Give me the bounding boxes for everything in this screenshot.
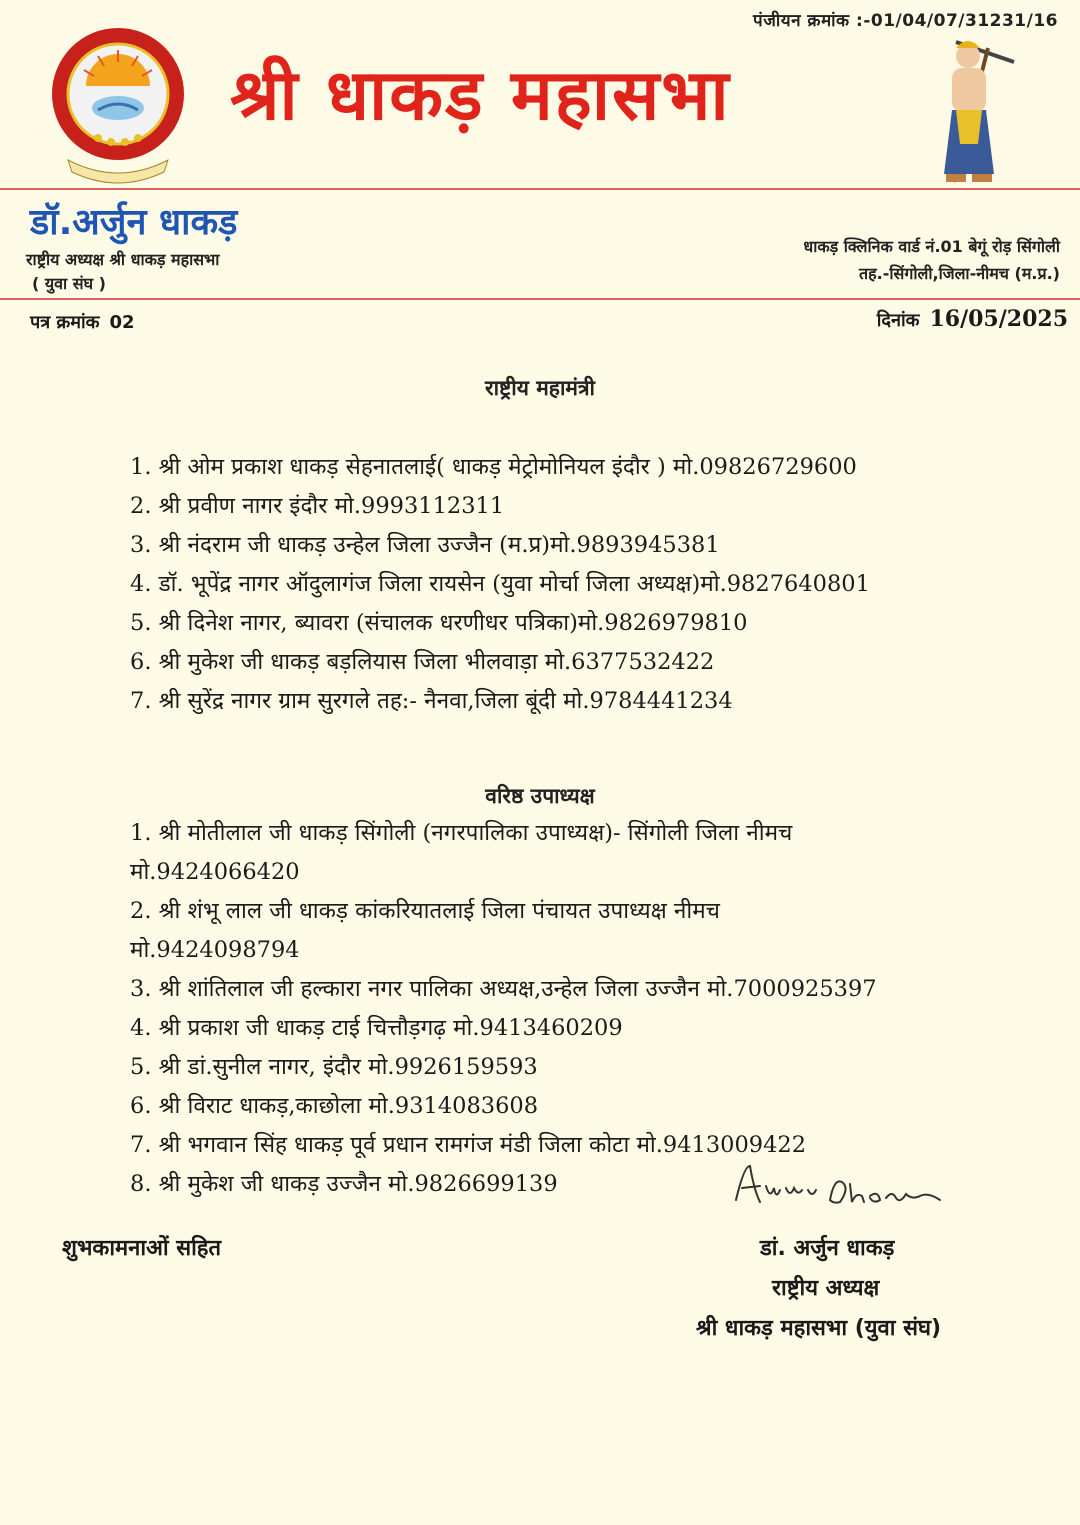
organization-seal-logo [46, 26, 190, 186]
list-item-continuation: मो.9424098794 [130, 937, 300, 963]
signatory-organization: श्री धाकड़ महासभा (युवा संघ) [696, 1316, 942, 1341]
handwritten-signature [730, 1160, 950, 1220]
closing-greeting: शुभकामनाओं सहित [62, 1236, 222, 1261]
letter-date [877, 306, 1068, 332]
list-item-line1: 2. श्री शंभू लाल जी धाकड़ कांकरियातलाई जिला पंचायत उपाध्यक्ष नीमच [130, 898, 720, 924]
list-item [130, 814, 990, 853]
section-heading-senior-vice-president: वरिष्ठ उपाध्यक्ष [485, 784, 595, 808]
list-item: 4. श्री प्रकाश जी धाकड़ टाई चित्तौड़गढ़ मो.9413460209 [130, 1015, 623, 1041]
general-secretary-list [130, 448, 990, 721]
list-item: 3. श्री नंदराम जी धाकड़ उन्हेल जिला उज्जैन (म.प्र)मो.9893945381 [130, 532, 720, 558]
list-item: 3. श्री शांतिलाल जी हल्कारा नगर पालिका अध्यक्ष,उन्हेल जिला उज्जैन मो.7000925397 [130, 976, 877, 1002]
list-item: 5. श्री दिनेश नागर, ब्यावरा (संचालक धरणीधर पत्रिका)मो.9826979810 [130, 610, 748, 636]
list-item: 2. श्री प्रवीण नागर इंदौर मो.9993112311 [130, 493, 505, 519]
list-item-line1: 1. श्री मोतीलाल जी धाकड़ सिंगोली (नगरपालिका उपाध्यक्ष)- सिंगोली जिला नीमच [130, 820, 793, 846]
organization-title: श्री धाकड़ महासभा [230, 54, 731, 136]
letter-number-value: 02 [109, 312, 135, 333]
senior-vice-president-list [130, 814, 990, 1204]
sender-address-line1: धाकड़ क्लिनिक वार्ड नं.01 बेगूं रोड़ सिंगोली [803, 237, 1060, 256]
letter-date-label: दिनांक [876, 310, 920, 331]
section-heading-general-secretary: राष्ट्रीय महामंत्री [485, 376, 595, 400]
sender-address-line2: तह.-सिंगोली,जिला-नीमच (म.प्र.) [859, 264, 1060, 283]
sender-name: डॉ.अर्जुन धाकड़ [30, 202, 238, 243]
list-item: 8. श्री मुकेश जी धाकड़ उज्जैन मो.9826699139 [130, 1171, 558, 1197]
header-divider-bottom [0, 298, 1080, 300]
letter-number-label: पत्र क्रमांक [30, 312, 100, 333]
sender-designation: राष्ट्रीय अध्यक्ष श्री धाकड़ महासभा [26, 250, 220, 269]
list-item: 7. श्री सुरेंद्र नागर ग्राम सुरगले तह:- नैनवा,जिला बूंदी मो.9784441234 [130, 688, 733, 714]
list-item: 1. श्री ओम प्रकाश धाकड़ सेहनातलाई( धाकड़ मेट्रोमोनियल इंदौर ) मो.09826729600 [130, 454, 857, 480]
sender-wing: ( युवा संघ ) [32, 274, 106, 293]
list-item: 4. डॉ. भूपेंद्र नागर ऑदुलागंज जिला रायसेन (युवा मोर्चा जिला अध्यक्ष)मो.9827640801 [130, 571, 870, 597]
header-divider-top [0, 188, 1080, 190]
letter-date-value: 16/05/2025 [929, 306, 1068, 332]
registration-number: पंजीयन क्रमांक :-01/04/07/31231/16 [753, 11, 1058, 31]
list-item: 5. श्री डां.सुनील नागर, इंदौर मो.9926159593 [130, 1054, 538, 1080]
list-item-continuation: मो.9424066420 [130, 859, 300, 885]
list-item [130, 892, 990, 931]
list-item: 7. श्री भगवान सिंह धाकड़ पूर्व प्रधान रामगंज मंडी जिला कोटा मो.9413009422 [130, 1132, 807, 1158]
deity-figure-illustration [926, 34, 1030, 186]
list-item: 6. श्री मुकेश जी धाकड़ बड़लियास जिला भीलवाड़ा मो.6377532422 [130, 649, 715, 675]
signatory-title: राष्ट्रीय अध्यक्ष [772, 1276, 880, 1301]
letter-number [30, 310, 135, 334]
list-item: 6. श्री विराट धाकड़,काछोला मो.9314083608 [130, 1093, 539, 1119]
signatory-name: डां. अर्जुन धाकड़ [760, 1236, 895, 1261]
